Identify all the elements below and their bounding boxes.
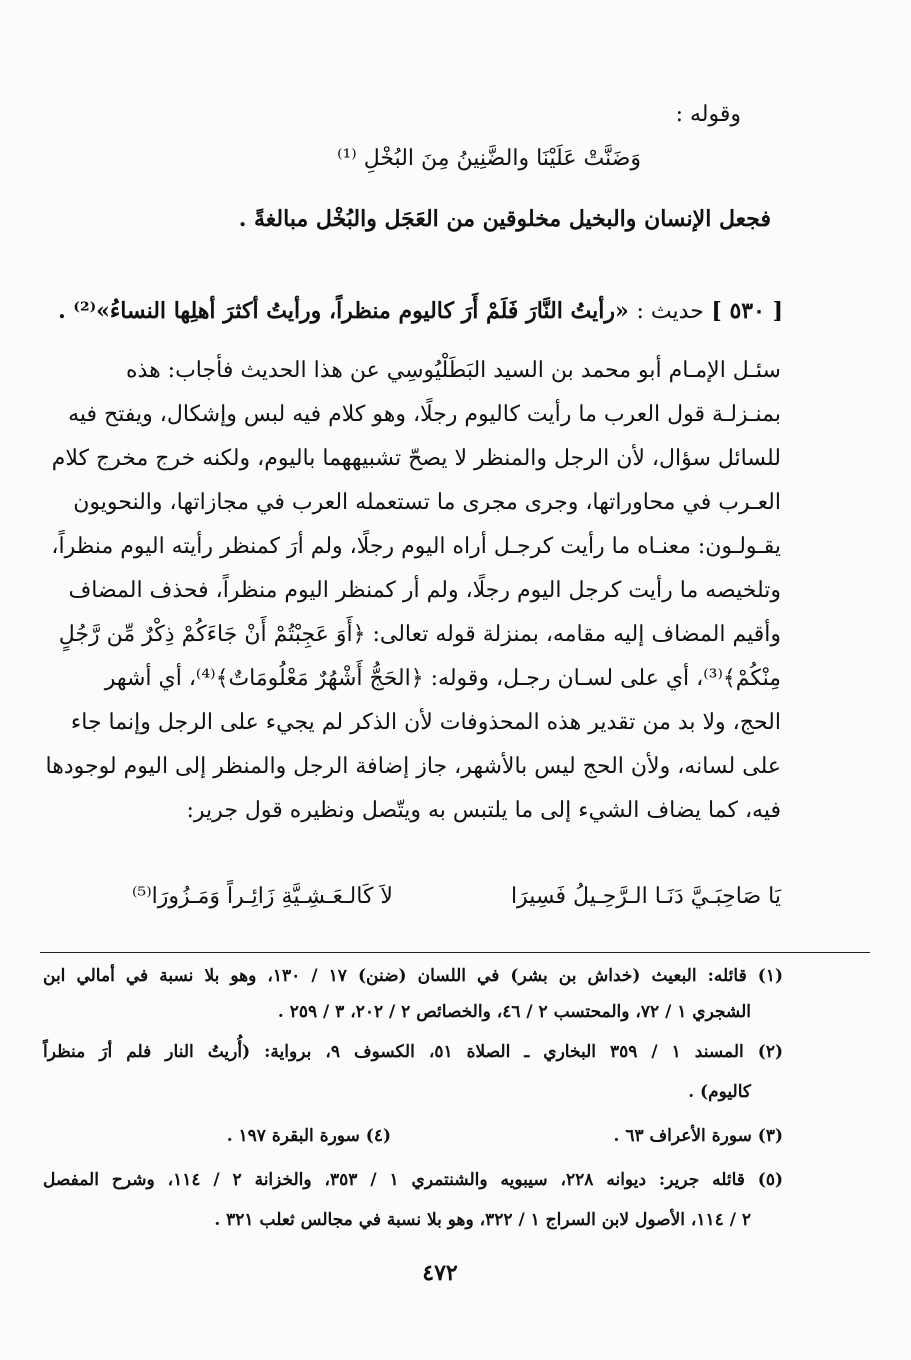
body-line: وأقيم المضاف إليه مقامه، بمنزلة قوله تعالى: ﴿أَوَ عَجِبْتُمْ أَنْ جَاءَكُمْ ذِكْرٌ مِّن رَّجُلٍ [58,622,781,647]
hadith-number: [ ٥٣٠ ] [711,298,783,324]
commentary-line: فجعل الإنسان والبخيل مخلوقين من العَجَل والبُخْل مبالغةً . [238,206,771,232]
footnote-line: (٣) سورة الأعراف ٦٣ . [613,1126,783,1146]
hadith-text: «رأيتُ النَّارَ فَلَمْ أَرَ كاليوم منظراً، ورأيتُ أكثرَ أهلِها النساءُ»⁽²⁾ . [58,298,629,324]
page-number: ٤٧٢ [422,1260,458,1286]
footnote-line: كاليوم) . [688,1082,751,1102]
hadith-heading [58,294,783,329]
body-line: سئـل الإمـام أبو محمد بن السيد البَطَلْيُوسِي عن هذا الحديث فأجاب: هذه [126,358,781,383]
verse-line: وَضَنَّتْ عَلَيْنَا والضَّنِينُ مِنَ البُخْلِ ⁽¹⁾ [337,146,641,171]
body-line: يقـولـون: معنـاه ما رأيت كرجـل أراه اليوم رجلًا، ولم أرَ كمنظر رأيته اليوم منظراً، [51,534,781,559]
footnote-separator [40,952,870,953]
footnote-line: الشجري ١ / ٧٢، والمحتسب ٢ / ٤٦، والخصائص ٢ / ٢٠٢، ٣ / ٢٥٩ . [277,1002,751,1022]
verse-hemistich-right: يَا صَاحِبَـيَّ دَنَـا الـرَّحِـيلُ فَسِيرَا [510,884,781,909]
footnote-line: (١) قائله: البعيث (خداش بن بشر) في اللسان (ضنن) ١٧ / ١٣٠، وهو بلا نسبة في أمالي ابن [43,966,783,986]
footnote-line: (٤) سورة البقرة ١٩٧ . [226,1126,391,1146]
footnote-line: ٢ / ١١٤، الأصول لابن السراج ١ / ٣٢٢، وهو بلا نسبة في مجالس ثعلب ٣٢١ . [214,1210,751,1230]
body-line: بمنـزلـة قول العرب ما رأيت كاليوم رجلًا، وهو كلام فيه لبس وإشكال، ويفتح فيه [68,402,781,427]
intro-line: وقوله : [675,102,741,127]
footnote-line: (٢) المسند ١ / ٣٥٩ البخاري ـ الصلاة ٥١، الكسوف ٩، برواية: (أُريتُ النار فلم أرَ منظراً [43,1042,783,1062]
body-line: فيه، كما يضاف الشيء إلى ما يلتبس به ويتّصل ونظيره قول جرير: [186,798,781,823]
body-line: على لسانه، ولأن الحج ليس بالأشهر، جاز إضافة الرجل والمنظر إلى اليوم لوجودها [45,754,781,779]
body-line: العـرب في محاوراتها، وجرى مجرى ما تستعمله العرب في مجازاتها، والنحويون [73,490,781,515]
body-line: للسائل سؤال، لأن الرجل والمنظر لا يصحّ تشبيههما باليوم، ولكنه خرج مخرج كلام [51,446,781,471]
footnote-line: (٥) قائله جرير: ديوانه ٢٢٨، سيبويه والشنتمري ١ / ٣٥٣، والخزانة ٢ / ١١٤، وشرح المفصل [43,1170,784,1190]
body-line: مِنْكُمْ﴾⁽³⁾، أي على لسـان رجـل، وقوله: ﴿الحَجُّ أَشْهُرٌ مَعْلُومَاتٌ﴾⁽⁴⁾، أي أشهر [104,666,781,691]
body-line: وتلخيصه ما رأيت كرجل اليوم رجلًا، ولم أر كمنظر اليوم منظراً، فحذف المضاف [68,578,781,603]
verse-hemistich-left: لاَ كَالـعَـشِـيَّةِ زَائِـراً وَمَـزُورَا⁽⁵⁾ [132,884,393,909]
hadith-label: حديث : [636,299,704,324]
body-line: الحج، ولا بد من تقدير هذه المحذوفات لأن الذكر لم يجيء على الرجل وإنما جاء [70,710,781,735]
